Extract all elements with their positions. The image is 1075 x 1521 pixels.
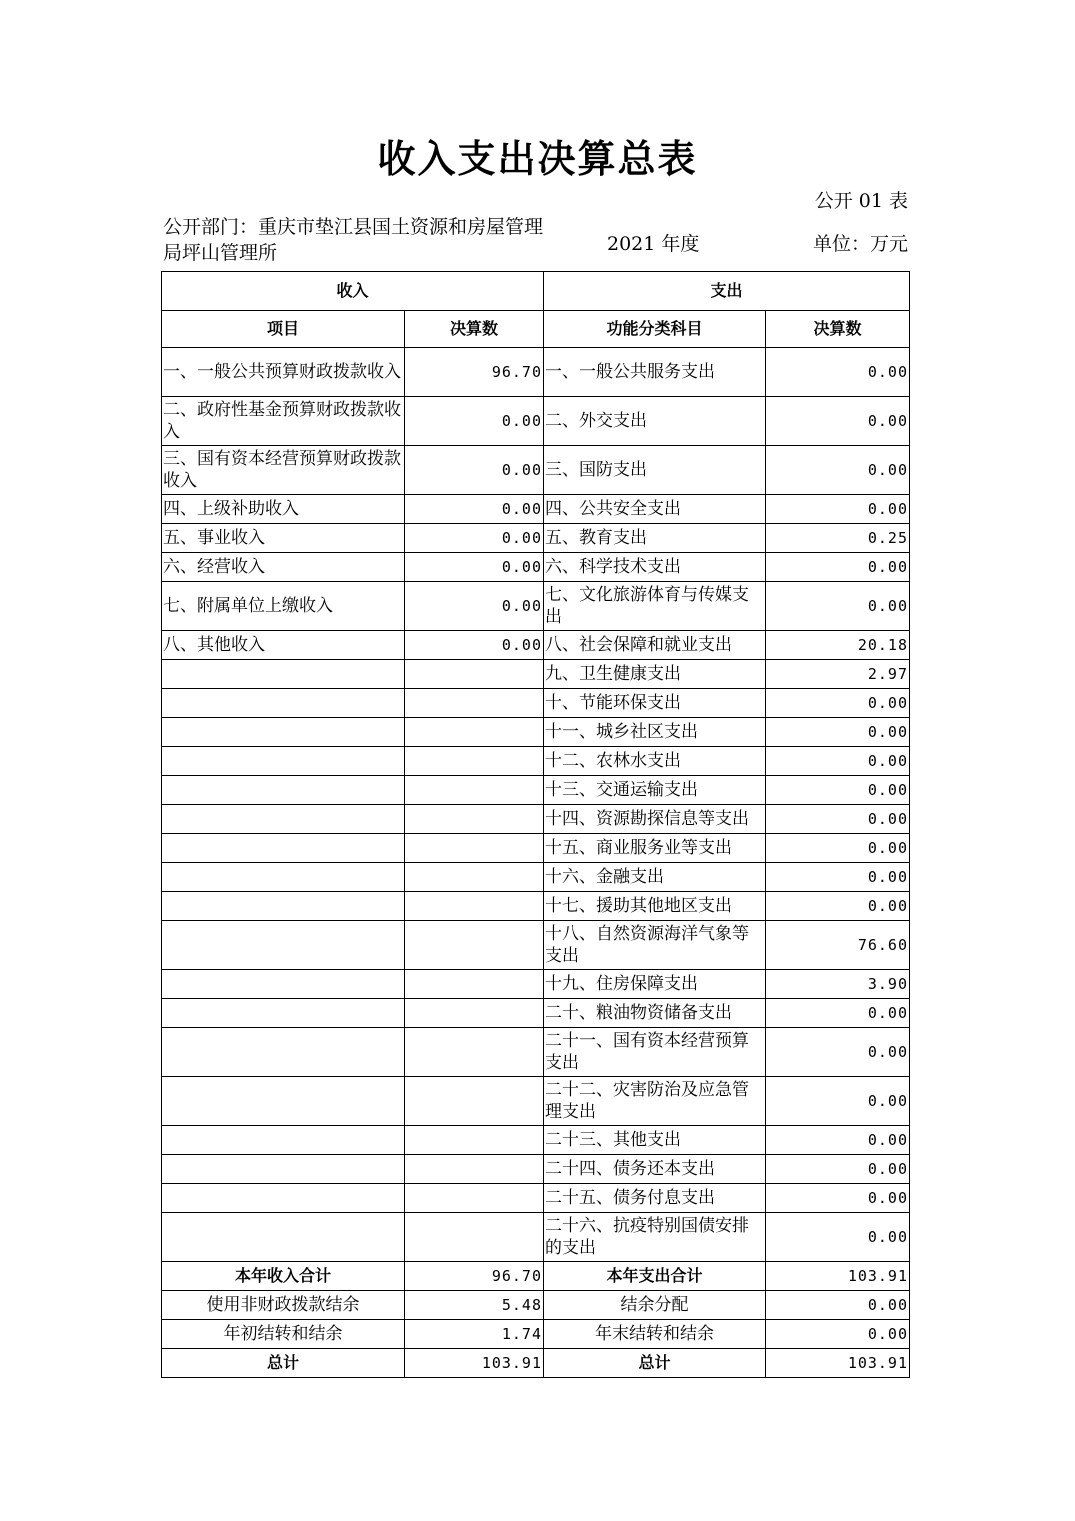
expense-item-cell: 四、公共安全支出 [544,495,766,524]
income-value-cell: 0.00 [405,397,544,446]
income-item-cell [162,776,405,805]
income-value-cell: 0.00 [405,582,544,631]
expense-item-cell: 二十六、抗疫特别国债安排的支出 [544,1213,766,1262]
summary-income-value: 5.48 [405,1291,544,1320]
expense-item-cell: 二、外交支出 [544,397,766,446]
income-item-cell: 五、事业收入 [162,524,405,553]
table-row [162,921,910,970]
income-item-cell [162,999,405,1028]
income-value-cell: 0.00 [405,495,544,524]
expense-item-cell: 十、节能环保支出 [544,689,766,718]
expense-value-cell: 0.00 [766,863,910,892]
income-item-cell: 四、上级补助收入 [162,495,405,524]
expense-item-cell: 十六、金融支出 [544,863,766,892]
expense-item-cell: 六、科学技术支出 [544,553,766,582]
summary-row [162,1349,910,1378]
table-row [162,582,910,631]
summary-expense-label: 年末结转和结余 [544,1320,766,1349]
expense-value-cell: 20.18 [766,631,910,660]
summary-income-value: 1.74 [405,1320,544,1349]
table-row [162,776,910,805]
expense-value-cell: 0.00 [766,1184,910,1213]
expense-item-cell: 十九、住房保障支出 [544,970,766,999]
expense-item-cell: 一、一般公共服务支出 [544,348,766,397]
income-value-cell [405,1184,544,1213]
summary-expense-label: 本年支出合计 [544,1262,766,1291]
amount-column-header: 决算数 [405,311,544,348]
expense-item-cell: 二十二、灾害防治及应急管理支出 [544,1077,766,1126]
income-item-cell [162,660,405,689]
income-item-cell [162,689,405,718]
summary-row [162,1320,910,1349]
expense-header: 支出 [544,272,910,311]
page-title: 收入支出决算总表 [377,136,698,181]
income-value-cell [405,834,544,863]
income-item-cell: 三、国有资本经营预算财政拨款收入 [162,446,405,495]
expense-item-cell: 二十五、债务付息支出 [544,1184,766,1213]
expense-item-cell: 十八、自然资源海洋气象等支出 [544,921,766,970]
expense-value-cell: 0.25 [766,524,910,553]
income-item-cell [162,1077,405,1126]
table-row [162,1184,910,1213]
expense-value-cell: 0.00 [766,1126,910,1155]
department-label: 公开部门：重庆市垫江县国土资源和房屋管理局坪山管理所 [163,216,544,264]
income-item-cell [162,1028,405,1077]
income-value-cell [405,689,544,718]
summary-expense-label: 总计 [544,1349,766,1378]
table-row [162,863,910,892]
table-row [162,805,910,834]
expense-value-cell: 0.00 [766,1155,910,1184]
table-row [162,660,910,689]
table-row [162,524,910,553]
income-header: 收入 [162,272,544,311]
income-value-cell [405,921,544,970]
expense-value-cell: 3.90 [766,970,910,999]
income-item-cell: 七、附属单位上缴收入 [162,582,405,631]
income-item-cell: 二、政府性基金预算财政拨款收入 [162,397,405,446]
table-row [162,1077,910,1126]
summary-expense-value: 103.91 [766,1349,910,1378]
expense-value-cell: 0.00 [766,776,910,805]
table-row [162,892,910,921]
expense-item-cell: 十四、资源勘探信息等支出 [544,805,766,834]
income-value-cell [405,1077,544,1126]
table-row [162,1126,910,1155]
expense-item-cell: 十七、援助其他地区支出 [544,892,766,921]
table-row [162,999,910,1028]
expense-item-cell: 七、文化旅游体育与传媒支出 [544,582,766,631]
expense-value-cell: 0.00 [766,718,910,747]
expense-value-cell: 0.00 [766,1028,910,1077]
expense-item-cell: 十三、交通运输支出 [544,776,766,805]
table-code: 公开 01 表 [814,190,908,212]
summary-expense-value: 0.00 [766,1291,910,1320]
income-item-cell [162,834,405,863]
income-value-cell: 0.00 [405,446,544,495]
income-value-cell [405,1213,544,1262]
income-item-cell [162,1213,405,1262]
income-item-cell: 八、其他收入 [162,631,405,660]
expense-item-cell: 十五、商业服务业等支出 [544,834,766,863]
amount2-column-header: 决算数 [766,311,910,348]
income-value-cell: 0.00 [405,553,544,582]
table-row [162,747,910,776]
header-row-sections [162,272,910,311]
income-item-cell [162,921,405,970]
income-value-cell [405,1126,544,1155]
summary-expense-value: 103.91 [766,1262,910,1291]
income-item-cell [162,718,405,747]
category-column-header: 功能分类科目 [544,311,766,348]
expense-value-cell: 0.00 [766,446,910,495]
income-item-cell [162,805,405,834]
expense-value-cell: 0.00 [766,582,910,631]
expense-value-cell: 0.00 [766,747,910,776]
income-item-cell [162,1155,405,1184]
income-value-cell [405,863,544,892]
income-item-cell [162,1184,405,1213]
income-value-cell [405,660,544,689]
income-item-cell [162,747,405,776]
summary-income-label: 年初结转和结余 [162,1320,405,1349]
summary-income-label: 本年收入合计 [162,1262,405,1291]
income-value-cell [405,1155,544,1184]
income-item-cell [162,863,405,892]
expense-item-cell: 八、社会保障和就业支出 [544,631,766,660]
budget-table [161,271,910,1378]
income-item-cell: 六、经营收入 [162,553,405,582]
expense-item-cell: 九、卫生健康支出 [544,660,766,689]
table-row [162,689,910,718]
expense-item-cell: 二十一、国有资本经营预算支出 [544,1028,766,1077]
expense-value-cell: 0.00 [766,397,910,446]
income-item-cell [162,970,405,999]
table-row [162,495,910,524]
expense-value-cell: 0.00 [766,1077,910,1126]
income-item-cell [162,1126,405,1155]
expense-value-cell: 0.00 [766,689,910,718]
expense-value-cell: 0.00 [766,892,910,921]
table-row [162,631,910,660]
table-row [162,834,910,863]
income-value-cell [405,747,544,776]
table-row [162,397,910,446]
expense-item-cell: 十一、城乡社区支出 [544,718,766,747]
summary-row [162,1291,910,1320]
income-value-cell [405,1028,544,1077]
expense-value-cell: 0.00 [766,348,910,397]
table-row [162,970,910,999]
summary-income-value: 96.70 [405,1262,544,1291]
table-row [162,553,910,582]
expense-item-cell: 二十、粮油物资储备支出 [544,999,766,1028]
table-row [162,1028,910,1077]
expense-item-cell: 五、教育支出 [544,524,766,553]
income-value-cell [405,776,544,805]
expense-item-cell: 三、国防支出 [544,446,766,495]
income-value-cell: 0.00 [405,524,544,553]
summary-income-value: 103.91 [405,1349,544,1378]
expense-value-cell: 0.00 [766,553,910,582]
unit-label: 单位：万元 [812,233,908,255]
expense-value-cell: 76.60 [766,921,910,970]
expense-value-cell: 0.00 [766,1213,910,1262]
income-item-cell: 一、一般公共预算财政拨款收入 [162,348,405,397]
income-value-cell [405,999,544,1028]
expense-item-cell: 十二、农林水支出 [544,747,766,776]
table-row [162,1213,910,1262]
income-item-cell [162,892,405,921]
table-row [162,718,910,747]
item-column-header: 项目 [162,311,405,348]
expense-value-cell: 0.00 [766,805,910,834]
fiscal-year: 2021 年度 [607,233,700,255]
expense-value-cell: 0.00 [766,834,910,863]
expense-value-cell: 0.00 [766,999,910,1028]
income-value-cell [405,805,544,834]
table-row [162,348,910,397]
table-row [162,446,910,495]
income-value-cell: 96.70 [405,348,544,397]
expense-value-cell: 2.97 [766,660,910,689]
expense-item-cell: 二十三、其他支出 [544,1126,766,1155]
income-value-cell [405,718,544,747]
summary-row [162,1262,910,1291]
income-value-cell [405,970,544,999]
summary-income-label: 使用非财政拨款结余 [162,1291,405,1320]
summary-income-label: 总计 [162,1349,405,1378]
expense-value-cell: 0.00 [766,495,910,524]
expense-item-cell: 二十四、债务还本支出 [544,1155,766,1184]
summary-expense-label: 结余分配 [544,1291,766,1320]
summary-expense-value: 0.00 [766,1320,910,1349]
table-row [162,1155,910,1184]
income-value-cell: 0.00 [405,631,544,660]
income-value-cell [405,892,544,921]
header-row-columns [162,311,910,348]
